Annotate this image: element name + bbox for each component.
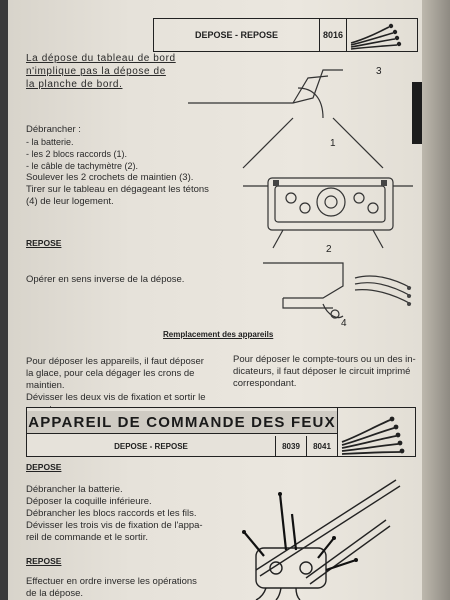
header-box <box>153 18 418 52</box>
para-line: dicateurs, il faut déposer le circuit imprimé <box>233 366 411 377</box>
light-switch-diagram <box>236 460 416 600</box>
wire-harness-thumbnail <box>347 19 417 51</box>
figure-label-4: 4 <box>341 318 347 329</box>
para-line: Pour déposer le compte-tours ou un des in- <box>233 354 416 365</box>
feux-sub-label: DEPOSE - REPOSE <box>27 436 276 456</box>
para-line: correspondant. <box>233 378 297 389</box>
para-line: Effectuer en ordre inverse les opérations <box>26 576 197 587</box>
para-line: maintien. <box>26 380 65 391</box>
feux-subheader <box>27 436 337 456</box>
para-line: Déposer la coquille inférieure. <box>26 496 152 507</box>
feux-depose-heading: DEPOSE <box>26 462 62 472</box>
figure-label-2: 2 <box>326 244 332 255</box>
header-code: 8016 <box>320 19 347 51</box>
manual-page <box>8 0 422 600</box>
para-line: la glace, pour cela dégager les crons de <box>26 368 195 379</box>
figure-label-1: 1 <box>330 138 336 149</box>
para-line: Pour déposer les appareils, il faut déposer <box>26 356 204 367</box>
depose-line: Tirer sur le tableau en dégageant les tétons <box>26 184 209 195</box>
depose-list <box>26 136 138 172</box>
list-item: - le câble de tachymètre (2). <box>26 161 139 171</box>
repose-text: Opérer en sens inverse de la dépose. <box>26 274 185 285</box>
para-line: reil de commande et le sortir. <box>26 532 148 543</box>
para-line: Dévisser les trois vis de fixation de l'appa- <box>26 520 203 531</box>
depose-heading: Débrancher : <box>26 124 81 135</box>
intro-text <box>26 52 186 91</box>
remplacement-right <box>233 354 418 390</box>
depose-line: (4) de leur logement. <box>26 196 114 207</box>
depose-line: Soulever les 2 crochets de maintien (3). <box>26 172 194 183</box>
remplacement-heading: Remplacement des appareils <box>163 330 274 339</box>
feux-repose-text <box>26 576 236 600</box>
para-line: Débrancher la batterie. <box>26 484 123 495</box>
repose-heading: REPOSE <box>26 238 62 248</box>
intro-line: La dépose du tableau de bord <box>26 53 176 64</box>
header-label: DEPOSE - REPOSE <box>154 19 320 51</box>
feux-depose-text <box>26 484 236 544</box>
intro-line: la planche de bord. <box>26 79 123 90</box>
para-line: de la dépose. <box>26 588 84 599</box>
feux-repose-heading: REPOSE <box>26 556 62 566</box>
figure-label-3: 3 <box>376 66 382 77</box>
feux-title: APPAREIL DE COMMANDE DES FEUX <box>27 411 337 434</box>
feux-code: 8041 <box>313 441 331 451</box>
page-stack-edge <box>422 0 450 600</box>
feux-code: 8039 <box>276 436 307 456</box>
feux-title-band <box>26 407 338 457</box>
feux-wire-thumbnail <box>338 407 416 457</box>
para-line: Dévisser les deux vis de fixation et sortir le <box>26 392 206 403</box>
para-line: Débrancher les blocs raccords et les fils. <box>26 508 197 519</box>
list-item: - les 2 blocs raccords (1). <box>26 149 128 159</box>
list-item: - la batterie. <box>26 137 74 147</box>
intro-line: n'implique pas la dépose de <box>26 66 166 77</box>
dashboard-diagram <box>183 58 418 333</box>
